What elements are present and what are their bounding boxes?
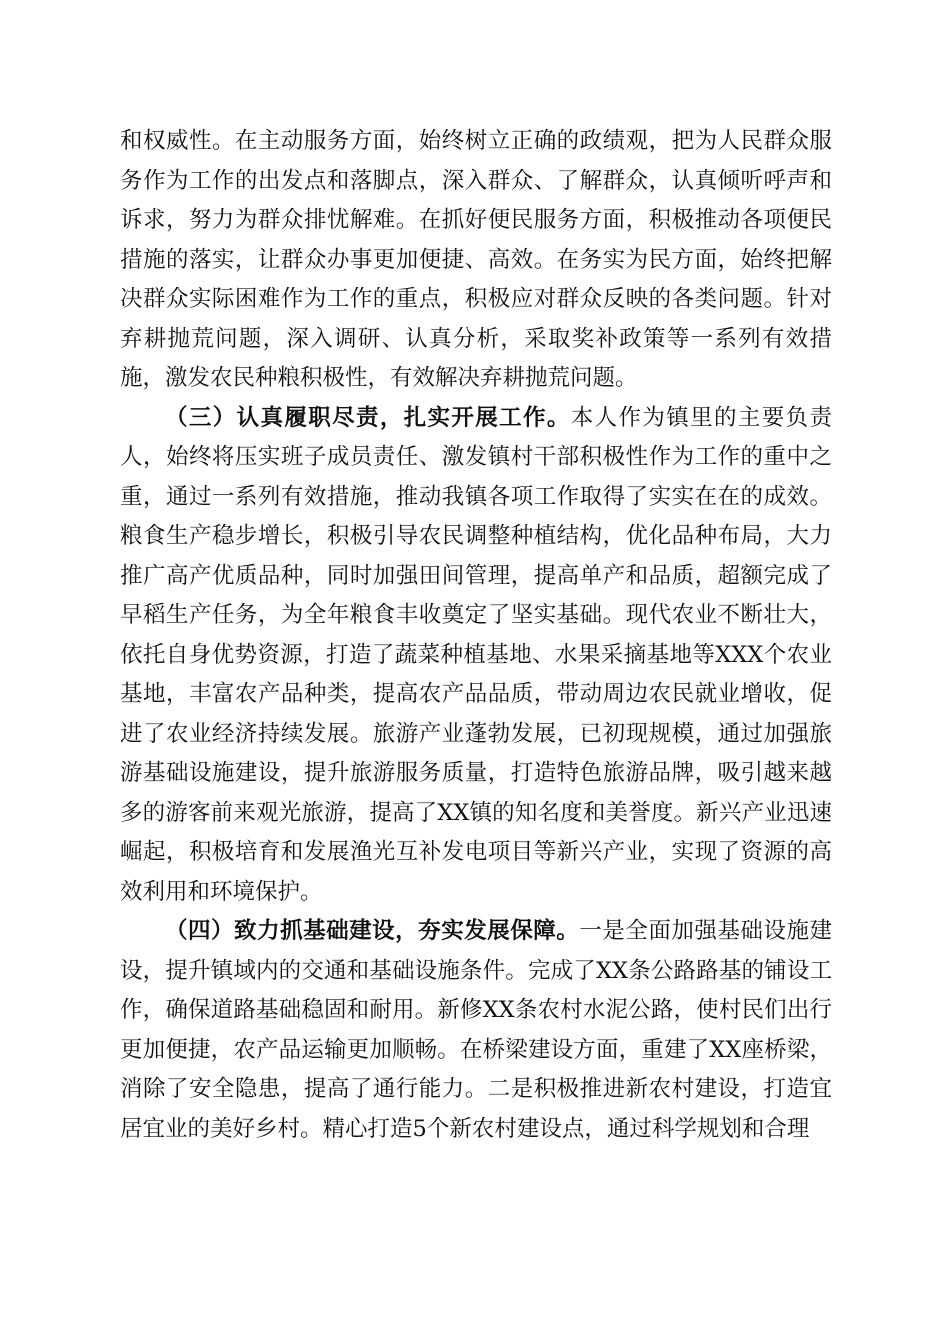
section-heading-four: （四）致力抓基础建设，夯实发展保障。 [165,918,580,944]
paragraph-text: 一是全面加强基础设施建设，提升镇域内的交通和基础设施条件。完成了XX条公路路基的铺设工作，确保道路基础稳固和耐用。新修XX条农村水泥公路，使村民们出行更加便捷，农产品运输更加顺畅。在桥梁建设方面，重建了XX座桥梁，消除了安全隐患，提高了通行能力。二是积极推进新农村建设，打造宜居宜业的美好乡村。精心打造5个新农村建设点，通过科学规划和合理 [120,918,832,1142]
paragraph-text: 本人作为镇里的主要负责人，始终将压实班子成员责任、激发镇村干部积极性作为工作的重中之重，通过一系列有效措施，推动我镇各项工作取得了实实在在的成效。粮食生产稳步增长，积极引导农民调整种植结构，优化品种布局，大力推广高产优质品种，同时加强田间管理，提高单产和品质，超额完成了早稻生产任务，为全年粮食丰收奠定了坚实基础。现代农业不断壮大，依托自身优势资源，打造了蔬菜种植基地、水果采摘基地等XXX个农业基地，丰富农产品种类，提高农产品品质，带动周边农民就业增收，促进了农业经济持续发展。旅游产业蓬勃发展，已初现规模，通过加强旅游基础设施建设，提升旅游服务质量，打造特色旅游品牌，吸引越来越多的游客前来观光旅游，提高了XX镇的知名度和美誉度。新兴产业迅速崛起，积极培育和发展渔光互补发电项目等新兴产业，实现了资源的高效利用和环境保护。 [120,404,832,905]
paragraph-section-three [120,399,832,913]
paragraph-continuation [120,122,832,399]
section-heading-three: （三）认真履职尽责，扎实开展工作。 [165,404,571,431]
document-body [120,122,832,1149]
paragraph-section-four [120,912,832,1149]
paragraph-text: 和权威性。在主动服务方面，始终树立正确的政绩观，把为人民群众服务作为工作的出发点和落脚点，深入群众、了解群众，认真倾听呼声和诉求，努力为群众排忧解难。在抓好便民服务方面，积极推动各项便民措施的落实，让群众办事更加便捷、高效。在务实为民方面，始终把解决群众实际困难作为工作的重点，积极应对群众反映的各类问题。针对弃耕抛荒问题，深入调研、认真分析，采取奖补政策等一系列有效措施，激发农民种粮积极性，有效解决弃耕抛荒问题。 [120,128,832,391]
